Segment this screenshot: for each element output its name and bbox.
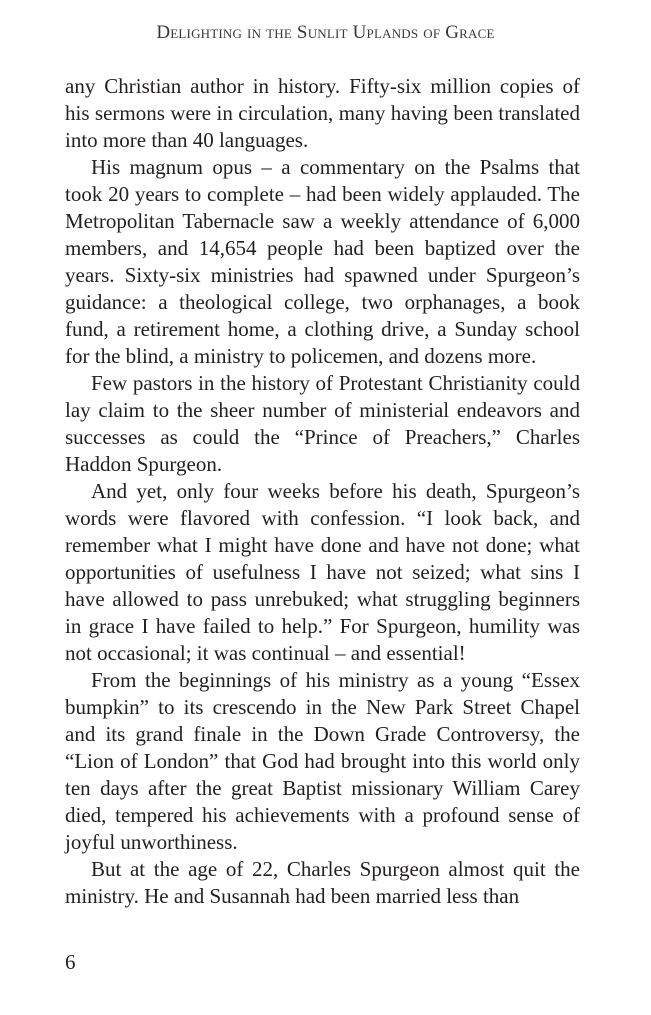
body-text	[65, 73, 580, 910]
paragraph-beginnings: From the beginnings of his ministry as a young “Essex bumpkin” to its crescendo in the New Park Street Chapel and its grand finale in the Down Grade Controversy, the “Lion of London” that God had brought into this world only ten days after the great Baptist missionary William Carey died, tempered his achievements with a profound sense of joyful unworthiness.	[65, 668, 580, 854]
paragraph-magnum-opus: His magnum opus – a commentary on the Psalms that took 20 years to complete – had been widely applauded. The Metropolitan Tabernacle saw a weekly attendance of 6,000 members, and 14,654 people had been baptized over the years. Sixty-six ministries had spawned under Spurgeon’s guidance: a theological college, two orphanages, a book fund, a retirement home, a clothing drive, a Sunday school for the blind, a ministry to policemen, and dozens more.	[65, 155, 580, 368]
paragraph-continued: any Christian author in history. Fifty-six million copies of his sermons were in circulation, many having been translated into more than 40 languages.	[65, 74, 580, 152]
paragraph-almost-quit: But at the age of 22, Charles Spurgeon almost quit the ministry. He and Susannah had been married less than	[65, 857, 580, 908]
paragraph-confession: And yet, only four weeks before his death, Spurgeon’s words were flavored with confession. “I look back, and remember what I might have done and have not done; what opportunities of usefulness I have not seized; what sins I have allowed to pass unrebuked; what struggling beginners in grace I have failed to help.” For Spurgeon, humility was not occasional; it was continual – and essential!	[65, 479, 580, 665]
page-number: 6	[65, 950, 76, 974]
running-head-title: Delighting in the Sunlit Uplands of Grace	[156, 22, 495, 43]
paragraph-few-pastors: Few pastors in the history of Protestant Christianity could lay claim to the sheer number of ministerial endeavors and successes as could the “Prince of Preachers,” Charles Haddon Spurgeon.	[65, 371, 580, 476]
